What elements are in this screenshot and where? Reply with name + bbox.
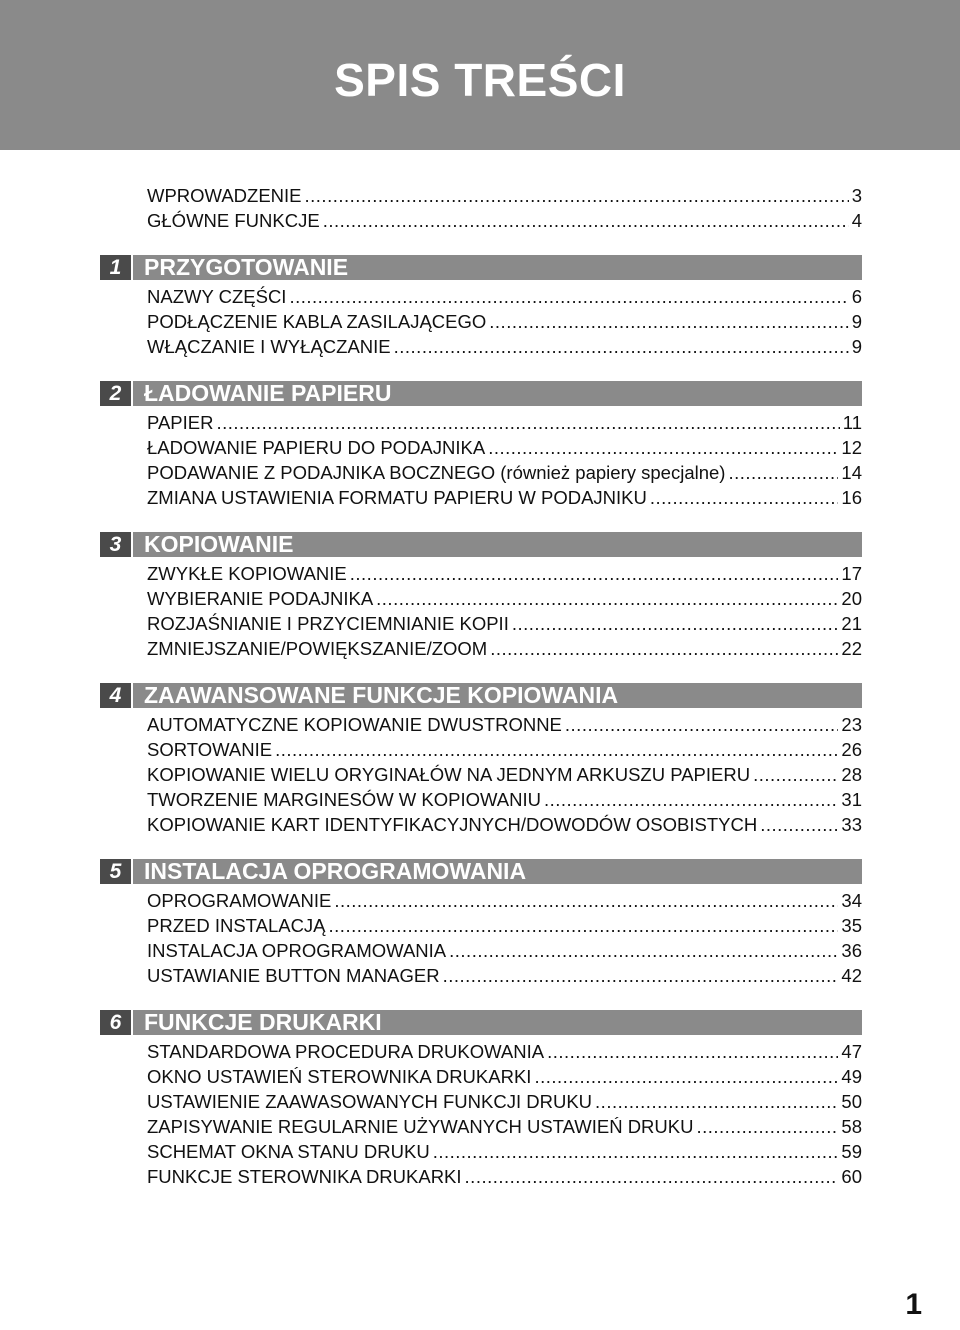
- toc-entry-page: 9: [851, 311, 862, 332]
- toc-entry-page: 34: [841, 890, 862, 911]
- section-header[interactable]: [100, 1010, 862, 1035]
- toc-entry[interactable]: [147, 460, 862, 485]
- toc-entry-title: WYBIERANIE PODAJNIKA: [147, 588, 374, 609]
- toc-entry[interactable]: [147, 485, 862, 510]
- dot-leader: [329, 913, 839, 938]
- toc-entry-title: ŁADOWANIE PAPIERU DO PODAJNIKA: [147, 437, 486, 458]
- toc-entry-title: WŁĄCZANIE I WYŁĄCZANIE: [147, 336, 391, 357]
- toc-entry-title: KOPIOWANIE WIELU ORYGINAŁÓW NA JEDNYM ARKUSZU PAPIERU: [147, 764, 751, 785]
- toc-entry-title: PRZED INSTALACJĄ: [147, 915, 326, 936]
- section-number: 5: [100, 859, 133, 884]
- toc-entry[interactable]: [147, 1139, 862, 1164]
- page-number: 1: [905, 1288, 922, 1321]
- table-of-contents: [100, 183, 862, 1189]
- toc-entry[interactable]: [147, 812, 862, 837]
- dot-leader: [565, 712, 839, 737]
- page-title: SPIS TREŚCI: [334, 54, 626, 106]
- toc-entry[interactable]: [147, 183, 862, 208]
- toc-entry-title: PODŁĄCZENIE KABLA ZASILAJĄCEGO: [147, 311, 487, 332]
- section-number: 3: [100, 532, 133, 557]
- toc-entry-title: PAPIER: [147, 412, 214, 433]
- section-number: 2: [100, 381, 133, 406]
- section-header[interactable]: [100, 255, 862, 280]
- dot-leader: [275, 737, 838, 762]
- toc-entry-title: AUTOMATYCZNE KOPIOWANIE DWUSTRONNE: [147, 714, 562, 735]
- section-title: INSTALACJA OPROGRAMOWANIA: [144, 858, 527, 884]
- toc-entry[interactable]: [147, 611, 862, 636]
- toc-entry-title: OKNO USTAWIEŃ STEROWNIKA DRUKARKI: [147, 1066, 532, 1087]
- dot-leader: [350, 561, 839, 586]
- toc-entry-title: ROZJAŚNIANIE I PRZYCIEMNIANIE KOPII: [147, 613, 509, 634]
- toc-entry-page: 22: [841, 638, 862, 659]
- toc-entry[interactable]: [147, 913, 862, 938]
- dot-leader: [760, 812, 838, 837]
- toc-entry-title: STANDARDOWA PROCEDURA DRUKOWANIA: [147, 1041, 545, 1062]
- toc-entry-title: USTAWIANIE BUTTON MANAGER: [147, 965, 440, 986]
- dot-leader: [433, 1139, 839, 1164]
- toc-entry-page: 49: [841, 1066, 862, 1087]
- section-header[interactable]: [100, 532, 862, 557]
- dot-leader: [490, 636, 838, 661]
- toc-entry-title: SORTOWANIE: [147, 739, 273, 760]
- toc-entry-title: ZWYKŁE KOPIOWANIE: [147, 563, 347, 584]
- toc-entry[interactable]: [147, 334, 862, 359]
- toc-entry[interactable]: [147, 712, 862, 737]
- dot-leader: [512, 611, 839, 636]
- section-title: KOPIOWANIE: [144, 531, 294, 557]
- toc-entry[interactable]: [147, 410, 862, 435]
- toc-entry-title: OPROGRAMOWANIE: [147, 890, 332, 911]
- section-title: FUNKCJE DRUKARKI: [144, 1009, 382, 1035]
- section-header[interactable]: [100, 381, 862, 406]
- toc-entry[interactable]: [147, 309, 862, 334]
- toc-entry[interactable]: [147, 208, 862, 233]
- dot-leader: [696, 1114, 838, 1139]
- toc-entry-page: 50: [841, 1091, 862, 1112]
- toc-entry-page: 58: [841, 1116, 862, 1137]
- toc-entry-page: 35: [841, 915, 862, 936]
- dot-leader: [376, 586, 838, 611]
- toc-entry-page: 42: [841, 965, 862, 986]
- toc-entry-title: INSTALACJA OPROGRAMOWANIA: [147, 940, 447, 961]
- toc-entry-page: 12: [841, 437, 862, 458]
- toc-entry-page: 4: [851, 210, 862, 231]
- toc-entry-title: SCHEMAT OKNA STANU DRUKU: [147, 1141, 430, 1162]
- toc-entry-page: 14: [841, 462, 862, 483]
- section-header[interactable]: [100, 859, 862, 884]
- dot-leader: [650, 485, 839, 510]
- toc-entry-page: 60: [841, 1166, 862, 1187]
- dot-leader: [289, 284, 848, 309]
- toc-entry-title: PODAWANIE Z PODAJNIKA BOCZNEGO (również papiery specjalne): [147, 462, 726, 483]
- toc-entry-page: 20: [841, 588, 862, 609]
- toc-entry[interactable]: [147, 1114, 862, 1139]
- dot-leader: [595, 1089, 838, 1114]
- toc-entry[interactable]: [147, 435, 862, 460]
- toc-entry[interactable]: [147, 284, 862, 309]
- toc-entry[interactable]: [147, 787, 862, 812]
- toc-entry-page: 59: [841, 1141, 862, 1162]
- toc-entry-page: 9: [851, 336, 862, 357]
- toc-entry[interactable]: [147, 888, 862, 913]
- section-title: ZAAWANSOWANE FUNKCJE KOPIOWANIA: [144, 682, 619, 708]
- toc-entry[interactable]: [147, 1039, 862, 1064]
- toc-entry-page: 23: [841, 714, 862, 735]
- toc-entry-page: 26: [841, 739, 862, 760]
- dot-leader: [216, 410, 839, 435]
- toc-entry-title: ZAPISYWANIE REGULARNIE UŻYWANYCH USTAWIEŃ DRUKU: [147, 1116, 694, 1137]
- toc-entry-page: 33: [841, 814, 862, 835]
- toc-entry-title: FUNKCJE STEROWNIKA DRUKARKI: [147, 1166, 462, 1187]
- toc-entry[interactable]: [147, 762, 862, 787]
- section-number: 1: [100, 255, 133, 280]
- toc-entry-title: WPROWADZENIE: [147, 185, 302, 206]
- dot-leader: [465, 1164, 839, 1189]
- dot-leader: [544, 787, 838, 812]
- toc-entry-page: 3: [851, 185, 862, 206]
- toc-entry[interactable]: [147, 938, 862, 963]
- toc-entry[interactable]: [147, 963, 862, 988]
- toc-entry-page: 36: [841, 940, 862, 961]
- dot-leader: [305, 183, 849, 208]
- toc-entry-title: KOPIOWANIE KART IDENTYFIKACYJNYCH/DOWODÓW OSOBISTYCH: [147, 814, 758, 835]
- dot-leader: [728, 460, 838, 485]
- header-band: [0, 0, 960, 150]
- toc-entry[interactable]: [147, 1164, 862, 1189]
- dot-leader: [753, 762, 838, 787]
- toc-entry-page: 6: [851, 286, 862, 307]
- toc-entry-title: USTAWIENIE ZAAWASOWANYCH FUNKCJI DRUKU: [147, 1091, 593, 1112]
- section-title: PRZYGOTOWANIE: [144, 254, 349, 280]
- toc-entry-title: ZMIANA USTAWIENIA FORMATU PAPIERU W PODAJNIKU: [147, 487, 647, 508]
- dot-leader: [443, 963, 839, 988]
- dot-leader: [534, 1064, 838, 1089]
- toc-entry-title: NAZWY CZĘŚCI: [147, 286, 287, 307]
- toc-entry-title: TWORZENIE MARGINESÓW W KOPIOWANIU: [147, 789, 541, 810]
- dot-leader: [334, 888, 838, 913]
- toc-entry-title: GŁÓWNE FUNKCJE: [147, 210, 320, 231]
- toc-entry-page: 21: [841, 613, 862, 634]
- section-number: 4: [100, 683, 133, 708]
- toc-entry-page: 31: [841, 789, 862, 810]
- toc-entry[interactable]: [147, 636, 862, 661]
- dot-leader: [547, 1039, 838, 1064]
- toc-entry[interactable]: [147, 561, 862, 586]
- section-title: ŁADOWANIE PAPIERU: [144, 380, 392, 406]
- dot-leader: [489, 309, 848, 334]
- toc-entry-page: 11: [842, 412, 862, 433]
- toc-entry[interactable]: [147, 1089, 862, 1114]
- section-number: 6: [100, 1010, 133, 1035]
- toc-entry-page: 47: [841, 1041, 862, 1062]
- toc-entry[interactable]: [147, 586, 862, 611]
- section-header[interactable]: [100, 683, 862, 708]
- dot-leader: [488, 435, 838, 460]
- dot-leader: [323, 208, 849, 233]
- dot-leader: [449, 938, 838, 963]
- toc-entry[interactable]: [147, 737, 862, 762]
- toc-entry-title: ZMNIEJSZANIE/POWIĘKSZANIE/ZOOM: [147, 638, 488, 659]
- toc-entry[interactable]: [147, 1064, 862, 1089]
- toc-entry-page: 17: [841, 563, 862, 584]
- dot-leader: [394, 334, 849, 359]
- toc-entry-page: 28: [841, 764, 862, 785]
- toc-entry-page: 16: [841, 487, 862, 508]
